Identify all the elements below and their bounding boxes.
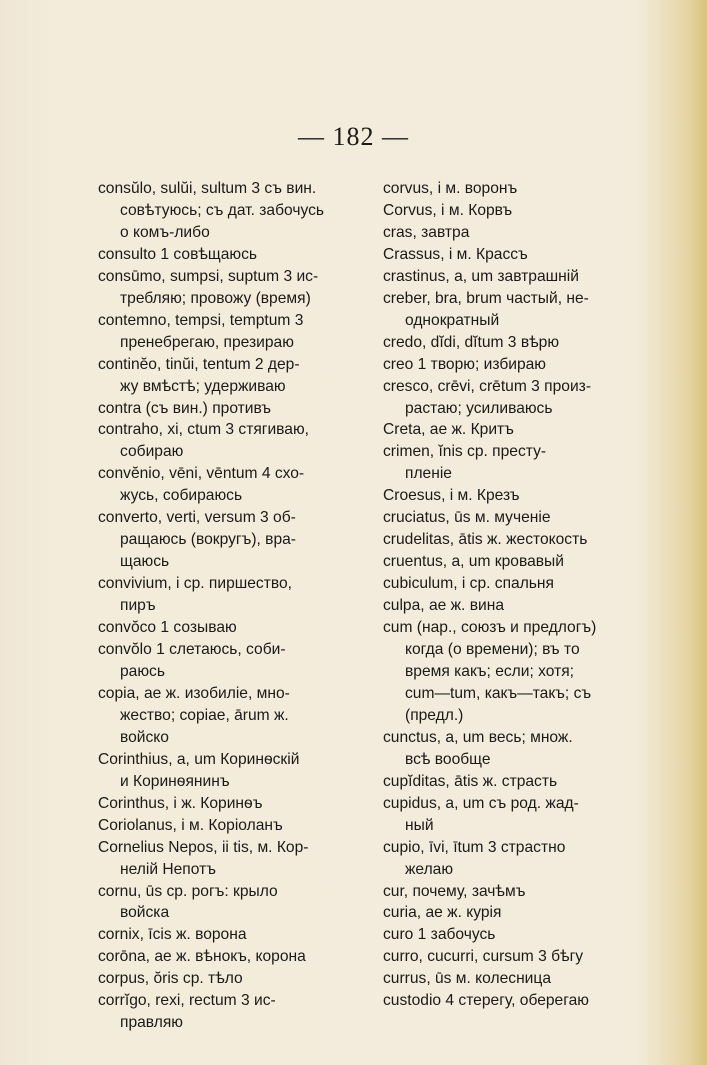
dictionary-line: Crassus, i м. Крассъ: [383, 245, 528, 263]
dictionary-line: Cornelius Nepos, ii tis, м. Кор-: [98, 838, 309, 856]
dictionary-line: credo, dĭdi, dĭtum 3 вѣрю: [383, 333, 560, 351]
dictionary-line: cunctus, a, um весь; множ.: [383, 728, 573, 746]
dictionary-line: Corvus, i м. Корвъ: [383, 201, 513, 219]
dictionary-line: continĕo, tinŭi, tentum 2 дер-: [98, 355, 300, 373]
dictionary-line: щаюсь: [120, 553, 170, 571]
dictionary-line: собираю: [120, 443, 184, 461]
dictionary-line: cruciatus, ūs м. мученіе: [383, 509, 551, 527]
dictionary-line: cupidus, a, um съ род. жад-: [383, 794, 579, 812]
dictionary-line: Corinthius, a, um Коринѳскій: [98, 750, 300, 768]
dictionary-line: (предл.): [405, 706, 464, 724]
page-number: — 182 —: [298, 122, 409, 151]
dictionary-line: crimen, ĭnis ср. престу-: [383, 443, 547, 461]
dictionary-line: contraho, xi, ctum 3 стягиваю,: [98, 421, 309, 439]
dictionary-line: convĕnio, vēni, vēntum 4 схо-: [98, 465, 305, 483]
dictionary-line: совѣтуюсь; съ дат. забочусь: [120, 201, 325, 219]
dictionary-line: corvus, i м. воронъ: [383, 180, 518, 197]
dictionary-line: cubiculum, i ср. спальня: [383, 575, 554, 593]
dictionary-line: corōna, ae ж. вѣнокъ, корона: [98, 948, 306, 966]
dictionary-line: правляю: [120, 1014, 183, 1032]
dictionary-line: время какъ; если; хотя;: [405, 662, 575, 680]
dictionary-line: custodio 4 стерегу, оберегаю: [383, 992, 589, 1010]
dictionary-line: copia, ae ж. изобиліе, мно-: [98, 684, 290, 702]
dictionary-line: cras, завтра: [383, 223, 470, 241]
dictionary-line: о комъ-либо: [120, 223, 210, 241]
dictionary-line: consulto 1 совѣщаюсь: [98, 245, 258, 263]
dictionary-line: creber, bra, brum частый, не-: [383, 289, 589, 307]
dictionary-line: curo 1 забочусь: [383, 926, 496, 944]
dictionary-line: curia, ae ж. курія: [383, 904, 502, 922]
dictionary-line: corpus, ŏris ср. тѣло: [98, 970, 243, 988]
dictionary-line: Coriolanus, i м. Коріоланъ: [98, 816, 283, 834]
dictionary-line: однократный: [405, 311, 500, 329]
dictionary-line: currus, ūs м. колесница: [383, 970, 551, 988]
dictionary-line: curro, cucurri, cursum 3 бѣгу: [383, 948, 584, 966]
dictionary-line: раюсь: [120, 662, 165, 680]
dictionary-line: cornix, īcis ж. ворона: [98, 926, 247, 944]
left-column: [98, 178, 368, 1034]
dictionary-line: crastinus, a, um завтрашній: [383, 267, 579, 285]
dictionary-line: consŭlo, sulŭi, sultum 3 съ вин.: [98, 180, 317, 197]
dictionary-line: Croesus, i м. Крезъ: [383, 487, 520, 505]
dictionary-line: и Коринѳянинъ: [120, 772, 230, 790]
dictionary-line: crudelitas, ātis ж. жестокость: [383, 531, 588, 549]
dictionary-line: ный: [405, 816, 434, 834]
dictionary-line: cur, почему, зачѣмъ: [383, 882, 526, 900]
dictionary-line: растаю; усиливаюсь: [405, 399, 553, 417]
dictionary-line: contra (съ вин.) противъ: [98, 399, 272, 417]
dictionary-line: Corinthus, i ж. Коринѳъ: [98, 794, 263, 812]
dictionary-line: войска: [120, 904, 170, 922]
dictionary-line: требляю; провожу (время): [120, 289, 311, 307]
right-column: [383, 178, 645, 1012]
dictionary-line: cornu, ūs ср. рогъ: крыло: [98, 882, 278, 900]
dictionary-line: cupĭditas, ātis ж. страсть: [383, 772, 558, 790]
dictionary-line: войско: [120, 728, 169, 746]
dictionary-line: ращаюсь (вокругъ), вра-: [120, 531, 297, 549]
dictionary-line: convŏco 1 созываю: [98, 619, 237, 637]
dictionary-line: когда (о времени); въ то: [405, 641, 580, 659]
dictionary-line: culpa, ae ж. вина: [383, 597, 504, 615]
dictionary-line: пиръ: [120, 597, 156, 615]
dictionary-line: желаю: [405, 860, 454, 878]
dictionary-line: convivium, i ср. пиршество,: [98, 575, 292, 593]
dictionary-line: cruentus, a, um кровавый: [383, 553, 564, 571]
dictionary-line: cupio, īvi, ītum 3 страстно: [383, 838, 566, 856]
dictionary-line: corrĭgo, rexi, rectum 3 ис-: [98, 992, 276, 1010]
dictionary-line: Creta, ae ж. Критъ: [383, 421, 514, 439]
dictionary-line: жусь, собираюсь: [120, 487, 243, 505]
dictionary-line: cum—tum, какъ—такъ; съ: [405, 684, 592, 702]
dictionary-line: converto, verti, versum 3 об-: [98, 509, 296, 527]
dictionary-line: пренебрегаю, презираю: [120, 333, 294, 351]
dictionary-line: жество; copiae, ārum ж.: [120, 706, 289, 724]
dictionary-line: consūmo, sumpsi, suptum 3 ис-: [98, 267, 319, 285]
dictionary-line: contemno, tempsi, temptum 3: [98, 311, 304, 329]
dictionary-line: пленіе: [405, 465, 452, 483]
dictionary-line: жу вмѣстѣ; удерживаю: [120, 377, 286, 395]
dictionary-line: нелій Непотъ: [120, 860, 216, 878]
dictionary-line: convŏlo 1 слетаюсь, соби-: [98, 641, 286, 659]
dictionary-line: creo 1 творю; избираю: [383, 355, 546, 373]
dictionary-line: всѣ вообще: [405, 750, 491, 768]
dictionary-line: cresco, crēvi, crētum 3 произ-: [383, 377, 592, 395]
dictionary-line: cum (нар., союзъ и предлогъ): [383, 619, 597, 637]
